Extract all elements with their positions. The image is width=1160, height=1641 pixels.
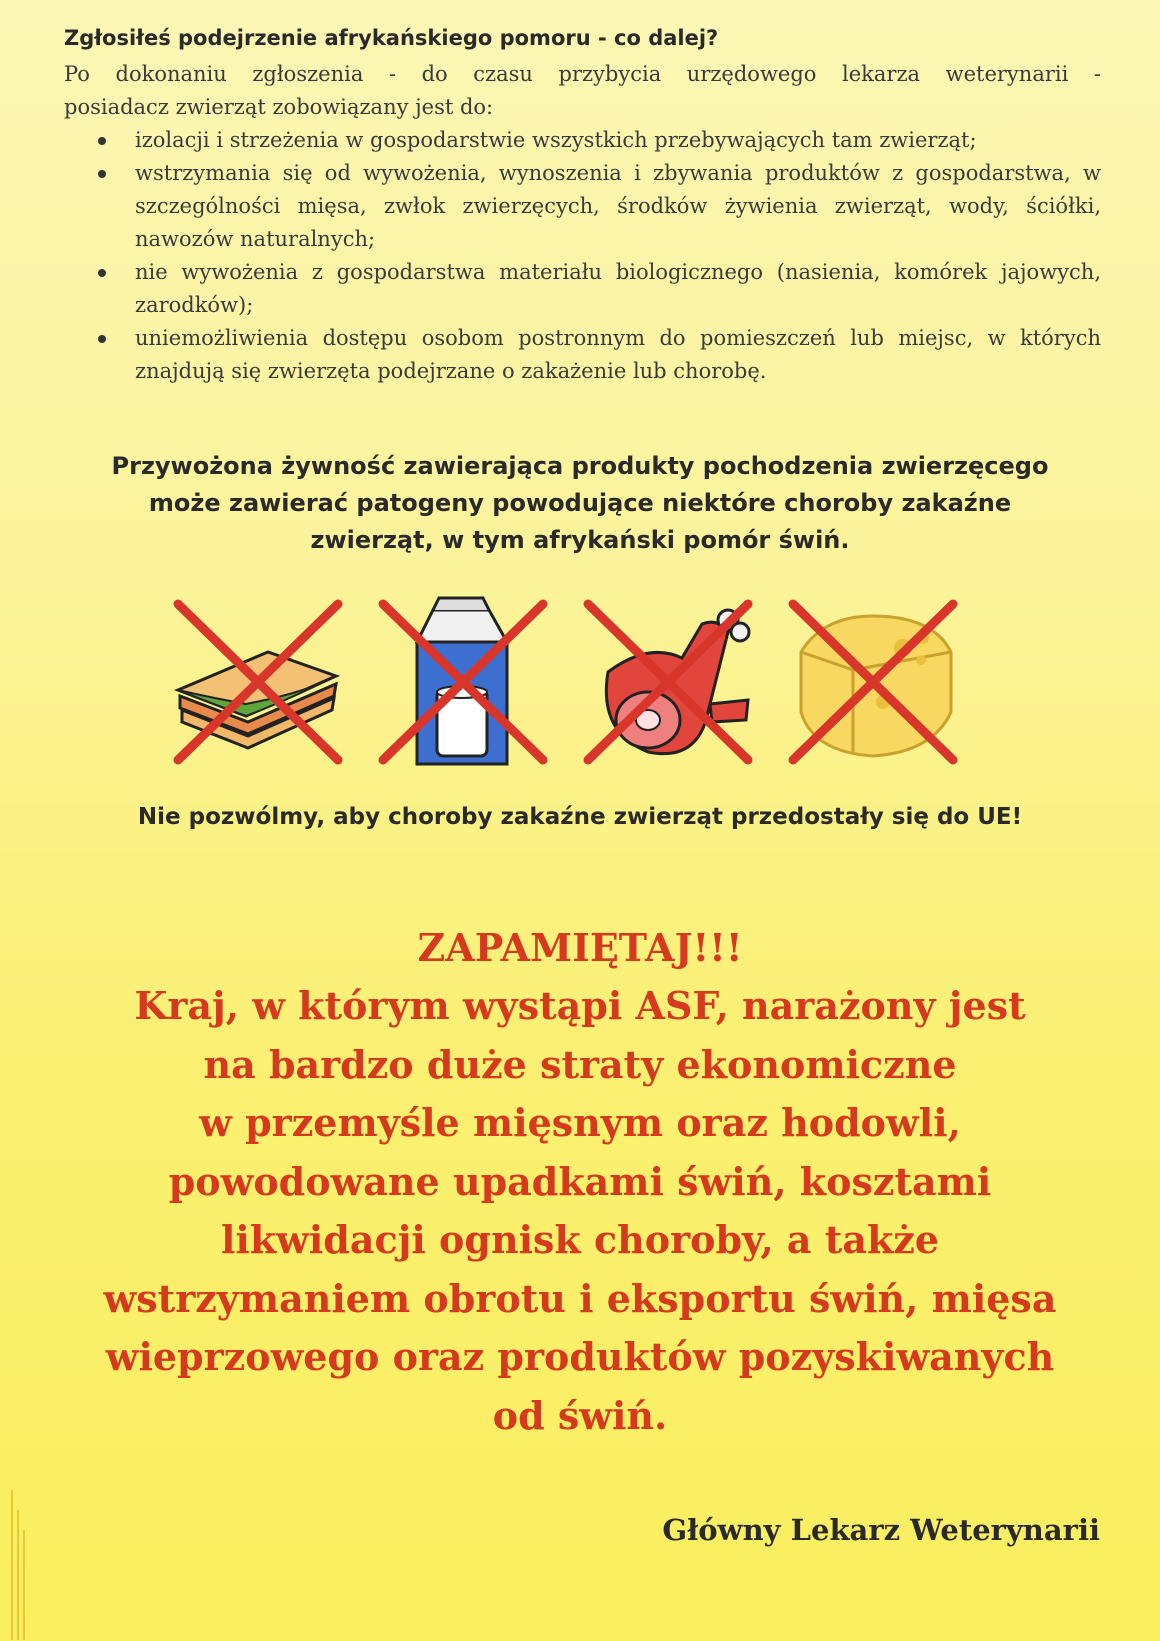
list-item-text: uniemożliwienia dostępu osobom postronnym do pomieszczeń lub miejsc, w których znajdują się zwierzęta podejrzane o zakażenie lub chorobę. [135, 326, 1101, 383]
remember-block [30, 925, 1130, 1445]
list-item-text: wstrzymania się od wywożenia, wynoszenia i zbywania produktów z gospodarstwa, w szczególności mięsa, zwłok zwierzęcych, środków żywienia zwierząt, wody, ściółki, nawozów naturalnych; [135, 161, 1101, 251]
sandwich-icon [168, 592, 348, 772]
food-warning-line: Przywożona żywność zawierająca produkty pochodzenia zwierzęcego [111, 452, 1049, 480]
prohibited-food-icons [168, 592, 998, 772]
ham-icon [578, 592, 758, 772]
list-item [64, 256, 1101, 322]
signature: Główny Lekarz Weterynarii [662, 1513, 1100, 1547]
cheese-icon [783, 592, 963, 772]
milk-icon [373, 592, 553, 772]
food-warning-line: może zawierać patogeny powodujące niektóre choroby zakaźne [148, 489, 1012, 517]
remember-line: na bardzo duże straty ekonomiczne [203, 1041, 957, 1087]
food-warning [70, 448, 1090, 559]
eu-slogan: Nie pozwólmy, aby choroby zakaźne zwierząt przedostały się do UE! [137, 804, 1023, 830]
bullet-icon [98, 335, 106, 343]
remember-body [30, 977, 1130, 1445]
remember-line: Kraj, w którym wystąpi ASF, narażony jest [134, 983, 1026, 1028]
obligations-list [64, 124, 1101, 388]
remember-line: likwidacji ognisk choroby, a także [220, 1217, 940, 1262]
remember-line: wstrzymaniem obrotu i eksportu świń, mięsa [103, 1275, 1057, 1321]
corner-decoration-icon [8, 1490, 28, 1640]
section-heading: Zgłosiłeś podejrzenie afrykańskiego pomoru - co dalej? [64, 26, 719, 50]
bullet-icon [98, 137, 106, 145]
intro-line: Po dokonaniu zgłoszenia - do czasu przybycia urzędowego lekarza weterynarii - [64, 62, 1101, 86]
intro-paragraph [64, 58, 1101, 124]
list-item-text: izolacji i strzeżenia w gospodarstwie wszystkich przebywających tam zwierząt; [135, 128, 977, 152]
remember-line: w przemyśle mięsnym oraz hodowli, [199, 1100, 961, 1145]
bullet-icon [98, 269, 106, 277]
bullet-icon [98, 170, 106, 178]
remember-title: ZAPAMIĘTAJ!!! [417, 925, 743, 970]
list-item [64, 322, 1101, 388]
list-item [64, 157, 1101, 256]
remember-line: powodowane upadkami świń, kosztami [168, 1158, 992, 1204]
food-warning-line: zwierząt, w tym afrykański pomór świń. [310, 526, 850, 554]
remember-line: wieprzowego oraz produktów pozyskiwanych [105, 1334, 1055, 1379]
intro-line: posiadacz zwierząt zobowiązany jest do: [64, 95, 494, 119]
list-item-text: nie wywożenia z gospodarstwa materiału biologicznego (nasienia, komórek jajowych, zarodków); [135, 260, 1101, 317]
remember-line: od świń. [492, 1392, 668, 1438]
list-item [64, 124, 1101, 157]
